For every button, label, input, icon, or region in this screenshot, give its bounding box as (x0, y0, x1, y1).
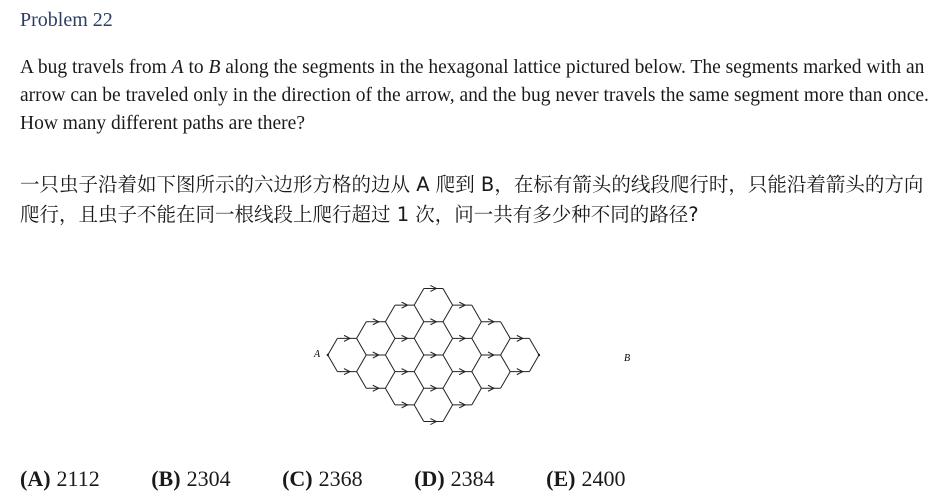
choice-b: (B) 2304 (151, 466, 231, 491)
lattice-edge (443, 388, 453, 405)
lattice-edge (357, 322, 367, 339)
lattice-edge (472, 355, 482, 372)
lattice-edge (414, 355, 424, 372)
lattice-edge (357, 338, 367, 355)
lattice-edge (385, 338, 395, 355)
lattice-edge (414, 322, 424, 339)
lattice-edge (501, 322, 511, 339)
lattice-edge (472, 322, 482, 339)
hexagonal-lattice-figure (300, 255, 645, 455)
statement-part-1: A bug travels from (20, 57, 172, 78)
lattice-edge (414, 305, 424, 322)
lattice-edge (443, 338, 453, 355)
choice-d: (D) 2384 (414, 466, 495, 491)
answer-choices (20, 466, 625, 492)
lattice-edge (443, 305, 453, 322)
lattice-edge (357, 355, 367, 372)
lattice-edge (385, 388, 395, 405)
lattice-edge (443, 288, 453, 305)
lattice-edge (443, 322, 453, 339)
lattice-edge (328, 355, 338, 372)
lattice-label-start: A (314, 349, 321, 360)
lattice-endpoint (538, 354, 540, 356)
lattice-edge (414, 405, 424, 422)
point-b-label: B (208, 57, 221, 78)
lattice-edge (472, 372, 482, 389)
hexagonal-lattice-diagram (300, 255, 645, 455)
lattice-edge (472, 338, 482, 355)
lattice-edge (443, 355, 453, 372)
choice-c: (C) 2368 (282, 466, 363, 491)
lattice-edge (385, 372, 395, 389)
lattice-edge (472, 305, 482, 322)
lattice-edge (385, 305, 395, 322)
lattice-edge (443, 405, 453, 422)
lattice-edge (529, 338, 539, 355)
lattice-edge (501, 355, 511, 372)
point-a-label: A (171, 57, 184, 78)
problem-title: Problem 22 (20, 9, 113, 31)
lattice-edge (443, 372, 453, 389)
lattice-edge (357, 372, 367, 389)
lattice-edge (472, 388, 482, 405)
statement-part-2: to (183, 57, 209, 78)
lattice-edge (414, 372, 424, 389)
choice-a: (A) 2112 (20, 466, 100, 491)
lattice-edge (414, 288, 424, 305)
lattice-edge (501, 372, 511, 389)
lattice-endpoint (327, 354, 329, 356)
lattice-edge (328, 338, 338, 355)
lattice-edge (414, 338, 424, 355)
lattice-edge (529, 355, 539, 372)
problem-statement-en (20, 54, 930, 138)
lattice-edge (501, 338, 511, 355)
lattice-edge (385, 355, 395, 372)
lattice-edge (414, 388, 424, 405)
statement-part-3: along the segments in the hexagonal lattice pictured below. The segments marked with an arrow can be traveled only in the direction of the arrow, and the bug never travels the same segment more than once. How many different paths are there? (20, 57, 929, 134)
lattice-label-end: B (624, 353, 631, 364)
choice-e: (E) 2400 (546, 466, 626, 491)
lattice-edge (385, 322, 395, 339)
problem-statement-cn: 一只虫子沿着如下图所示的六边形方格的边从 A 爬到 B，在标有箭头的线段爬行时，只能沿着箭头的方向爬行，且虫子不能在同一根线段上爬行超过 1 次，问一共有多少种不同的路径? (20, 173, 924, 226)
